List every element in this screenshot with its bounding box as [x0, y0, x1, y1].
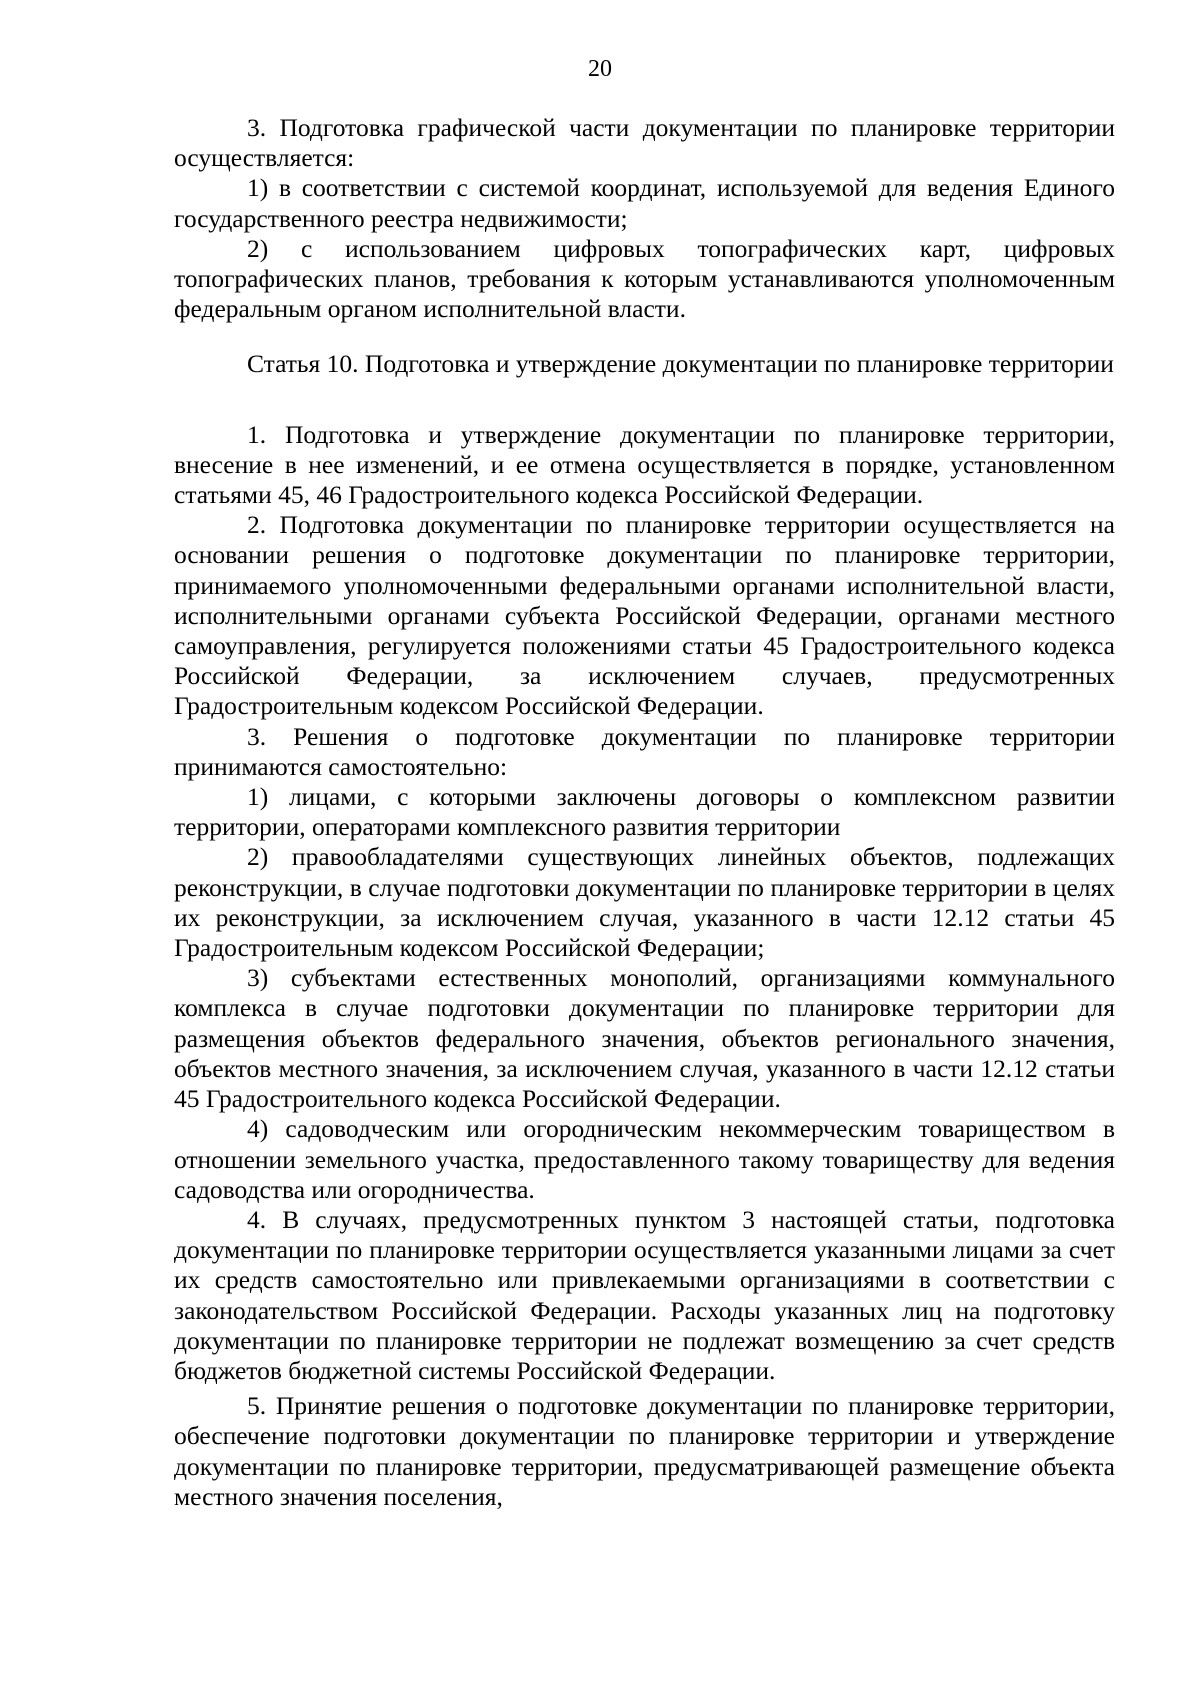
list-item-coordinates: 1) в соответствии с системой координат, используемой для ведения Единого государственного реестра недвижимости; — [174, 173, 1115, 233]
list-item-gardening-partnerships: 4) садоводческим или огородническим некоммерческим товариществом в отношении земельного участка, предоставленного такому товариществу для ведения садоводства или огородничества. — [174, 1114, 1115, 1204]
page-number: 20 — [588, 56, 612, 82]
paragraph-2-decision-basis: 2. Подготовка документации по планировке территории осуществляется на основании решения о подготовке документации по планировке территории, принимаемого уполномоченными федеральными органами исполнительной власти, исполнительными органами субъекта Российской Федерации, органами местного самоуправления, регулируется положениями статьи 45 Градостроительного кодекса Российской Федерации, за исключением случаев, предусмотренных Градостроительным кодексом Российской Федерации. — [174, 510, 1115, 721]
paragraph-4-expenses: 4. В случаях, предусмотренных пунктом 3 настоящей статьи, подготовка документации по планировке территории осуществляется указанными лицами за счет их средств самостоятельно или привлекаемыми организациями в соответствии с законодательством Российской Федерации. Расходы указанных лиц на подготовку документации по планировке территории не подлежат возмещению за счет средств бюджетов бюджетной системы Российской Федерации. — [174, 1204, 1115, 1385]
article-10-heading: Статья 10. Подготовка и утверждение документации по планировке территории — [247, 349, 1114, 379]
paragraph-3-decisions: 3. Решения о подготовке документации по планировке территории принимаются самостоятельно: — [174, 721, 1115, 781]
list-item-natural-monopolies: 3) субъектами естественных монополий, организациями коммунального комплекса в случае подготовки документации по планировке территории для размещения объектов федерального значения, объектов регионального значения, объектов местного значения, за исключением случая, указанного в части 12.12 статьи 45 Градостроительного кодекса Российской Федерации. — [174, 963, 1115, 1114]
list-item-linear-objects: 2) правообладателями существующих линейных объектов, подлежащих реконструкции, в случае подготовки документации по планировке территории в целях их реконструкции, за исключением случая, указанного в части 12.12 статьи 45 Градостроительным кодексом Российской Федерации; — [174, 842, 1115, 963]
document-body — [174, 113, 1115, 1512]
paragraph-3-graphic-part: 3. Подготовка графической части документации по планировке территории осуществляется: — [174, 113, 1115, 173]
list-item-topographic-maps: 2) с использованием цифровых топографических карт, цифровых топографических планов, требования к которым устанавливаются уполномоченным федеральным органом исполнительной власти. — [174, 233, 1115, 324]
paragraph-5-decision-making: 5. Принятие решения о подготовке документации по планировке территории, обеспечение подготовки документации по планировке территории и утверждение документации по планировке территории, предусматривающей размещение объекта местного значения поселения, — [174, 1391, 1115, 1511]
list-item-complex-development: 1) лицами, с которыми заключены договоры о комплексном развитии территории, операторами комплексного развития территории — [174, 782, 1115, 842]
paragraph-1-preparation: 1. Подготовка и утверждение документации по планировке территории, внесение в нее изменений, и ее отмена осуществляется в порядке, установленном статьями 45, 46 Градостроительного кодекса Российской Федерации. — [174, 419, 1115, 510]
